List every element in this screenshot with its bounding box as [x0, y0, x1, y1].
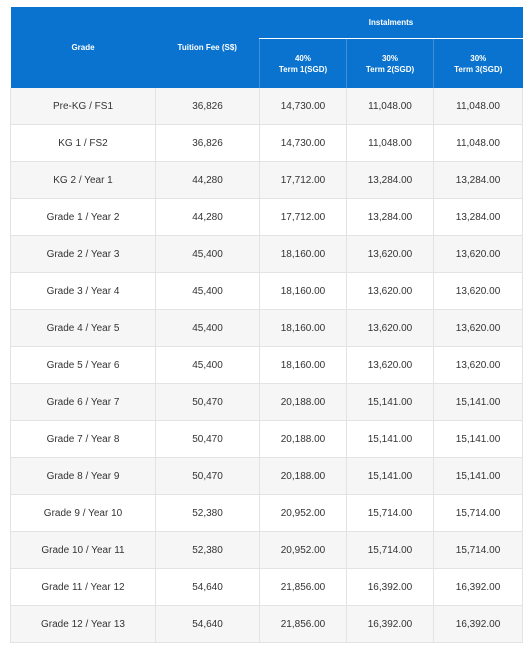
table-row: [11, 88, 523, 125]
grade-cell: Grade 2 / Year 3: [11, 236, 156, 273]
term-1-amount-cell: 21,856.00: [260, 569, 347, 606]
term-1-amount-cell: 20,188.00: [260, 421, 347, 458]
term-1-column-header: [260, 39, 347, 89]
term-1-amount-cell: 17,712.00: [260, 199, 347, 236]
grade-cell: Grade 6 / Year 7: [11, 384, 156, 421]
grade-cell: Grade 11 / Year 12: [11, 569, 156, 606]
grade-cell: Grade 7 / Year 8: [11, 421, 156, 458]
term-1-amount-cell: 14,730.00: [260, 88, 347, 125]
grade-cell: Grade 12 / Year 13: [11, 606, 156, 643]
term-2-amount-cell: 11,048.00: [347, 88, 434, 125]
term-1-amount-cell: 14,730.00: [260, 125, 347, 162]
term-2-percent: 30%: [381, 53, 398, 63]
tuition-fee-cell: 36,826: [156, 125, 260, 162]
term-2-amount-cell: 15,141.00: [347, 421, 434, 458]
grade-cell: Grade 1 / Year 2: [11, 199, 156, 236]
term-1-amount-cell: 17,712.00: [260, 162, 347, 199]
term-2-label: Term 2(SGD): [365, 64, 415, 74]
term-3-amount-cell: 11,048.00: [434, 125, 523, 162]
fee-table-header: [11, 7, 523, 88]
term-2-amount-cell: 15,141.00: [347, 458, 434, 495]
term-3-percent: 30%: [470, 53, 487, 63]
table-row: [11, 532, 523, 569]
tuition-fee-cell: 52,380: [156, 532, 260, 569]
table-row: [11, 347, 523, 384]
term-3-amount-cell: 16,392.00: [434, 606, 523, 643]
table-row: [11, 273, 523, 310]
term-2-amount-cell: 13,620.00: [347, 273, 434, 310]
tuition-fee-column-header: Tuition Fee (S$): [156, 7, 260, 88]
table-row: [11, 606, 523, 643]
term-2-amount-cell: 15,141.00: [347, 384, 434, 421]
fee-table-body: [11, 88, 523, 643]
fee-table-container: [10, 7, 522, 643]
tuition-fee-cell: 50,470: [156, 384, 260, 421]
tuition-fee-cell: 44,280: [156, 199, 260, 236]
term-1-label: Term 1(SGD): [278, 64, 328, 74]
tuition-fee-cell: 50,470: [156, 421, 260, 458]
tuition-fee-cell: 36,826: [156, 88, 260, 125]
term-1-percent: 40%: [294, 53, 311, 63]
term-1-amount-cell: 18,160.00: [260, 236, 347, 273]
grade-cell: KG 2 / Year 1: [11, 162, 156, 199]
term-3-amount-cell: 13,284.00: [434, 162, 523, 199]
term-3-amount-cell: 13,284.00: [434, 199, 523, 236]
term-3-amount-cell: 15,141.00: [434, 421, 523, 458]
term-3-amount-cell: 16,392.00: [434, 569, 523, 606]
tuition-fee-cell: 54,640: [156, 606, 260, 643]
term-2-amount-cell: 11,048.00: [347, 125, 434, 162]
term-1-amount-cell: 18,160.00: [260, 273, 347, 310]
grade-column-header: Grade: [11, 7, 156, 88]
term-3-label: Term 3(SGD): [454, 64, 503, 74]
term-2-amount-cell: 15,714.00: [347, 532, 434, 569]
instalments-header: Instalments: [260, 7, 523, 39]
table-row: [11, 421, 523, 458]
term-1-amount-cell: 20,188.00: [260, 384, 347, 421]
tuition-fee-cell: 45,400: [156, 236, 260, 273]
tuition-fee-cell: 45,400: [156, 273, 260, 310]
term-3-amount-cell: 13,620.00: [434, 273, 523, 310]
table-row: [11, 236, 523, 273]
term-2-column-header: [347, 39, 434, 89]
fee-table: [10, 7, 523, 643]
grade-cell: Grade 8 / Year 9: [11, 458, 156, 495]
tuition-fee-cell: 50,470: [156, 458, 260, 495]
table-row: [11, 310, 523, 347]
term-3-amount-cell: 15,714.00: [434, 532, 523, 569]
tuition-fee-cell: 45,400: [156, 347, 260, 384]
term-2-amount-cell: 16,392.00: [347, 569, 434, 606]
tuition-fee-cell: 45,400: [156, 310, 260, 347]
term-1-amount-cell: 20,952.00: [260, 495, 347, 532]
term-2-amount-cell: 13,284.00: [347, 199, 434, 236]
grade-cell: Grade 3 / Year 4: [11, 273, 156, 310]
term-3-column-header: [434, 39, 523, 89]
term-2-amount-cell: 13,620.00: [347, 236, 434, 273]
term-3-amount-cell: 15,141.00: [434, 458, 523, 495]
term-3-amount-cell: 13,620.00: [434, 347, 523, 384]
grade-cell: Pre-KG / FS1: [11, 88, 156, 125]
grade-cell: KG 1 / FS2: [11, 125, 156, 162]
table-row: [11, 162, 523, 199]
term-1-amount-cell: 18,160.00: [260, 310, 347, 347]
table-row: [11, 199, 523, 236]
tuition-fee-cell: 44,280: [156, 162, 260, 199]
term-3-amount-cell: 11,048.00: [434, 88, 523, 125]
term-3-amount-cell: 13,620.00: [434, 310, 523, 347]
term-1-amount-cell: 20,188.00: [260, 458, 347, 495]
term-3-amount-cell: 15,141.00: [434, 384, 523, 421]
term-3-amount-cell: 15,714.00: [434, 495, 523, 532]
term-3-amount-cell: 13,620.00: [434, 236, 523, 273]
tuition-fee-cell: 52,380: [156, 495, 260, 532]
term-2-amount-cell: 13,284.00: [347, 162, 434, 199]
table-row: [11, 495, 523, 532]
term-1-amount-cell: 18,160.00: [260, 347, 347, 384]
table-row: [11, 125, 523, 162]
tuition-fee-cell: 54,640: [156, 569, 260, 606]
grade-cell: Grade 5 / Year 6: [11, 347, 156, 384]
term-1-amount-cell: 20,952.00: [260, 532, 347, 569]
grade-cell: Grade 4 / Year 5: [11, 310, 156, 347]
table-row: [11, 569, 523, 606]
term-2-amount-cell: 13,620.00: [347, 310, 434, 347]
grade-cell: Grade 9 / Year 10: [11, 495, 156, 532]
grade-cell: Grade 10 / Year 11: [11, 532, 156, 569]
term-2-amount-cell: 15,714.00: [347, 495, 434, 532]
term-2-amount-cell: 16,392.00: [347, 606, 434, 643]
table-row: [11, 384, 523, 421]
term-1-amount-cell: 21,856.00: [260, 606, 347, 643]
term-2-amount-cell: 13,620.00: [347, 347, 434, 384]
table-row: [11, 458, 523, 495]
